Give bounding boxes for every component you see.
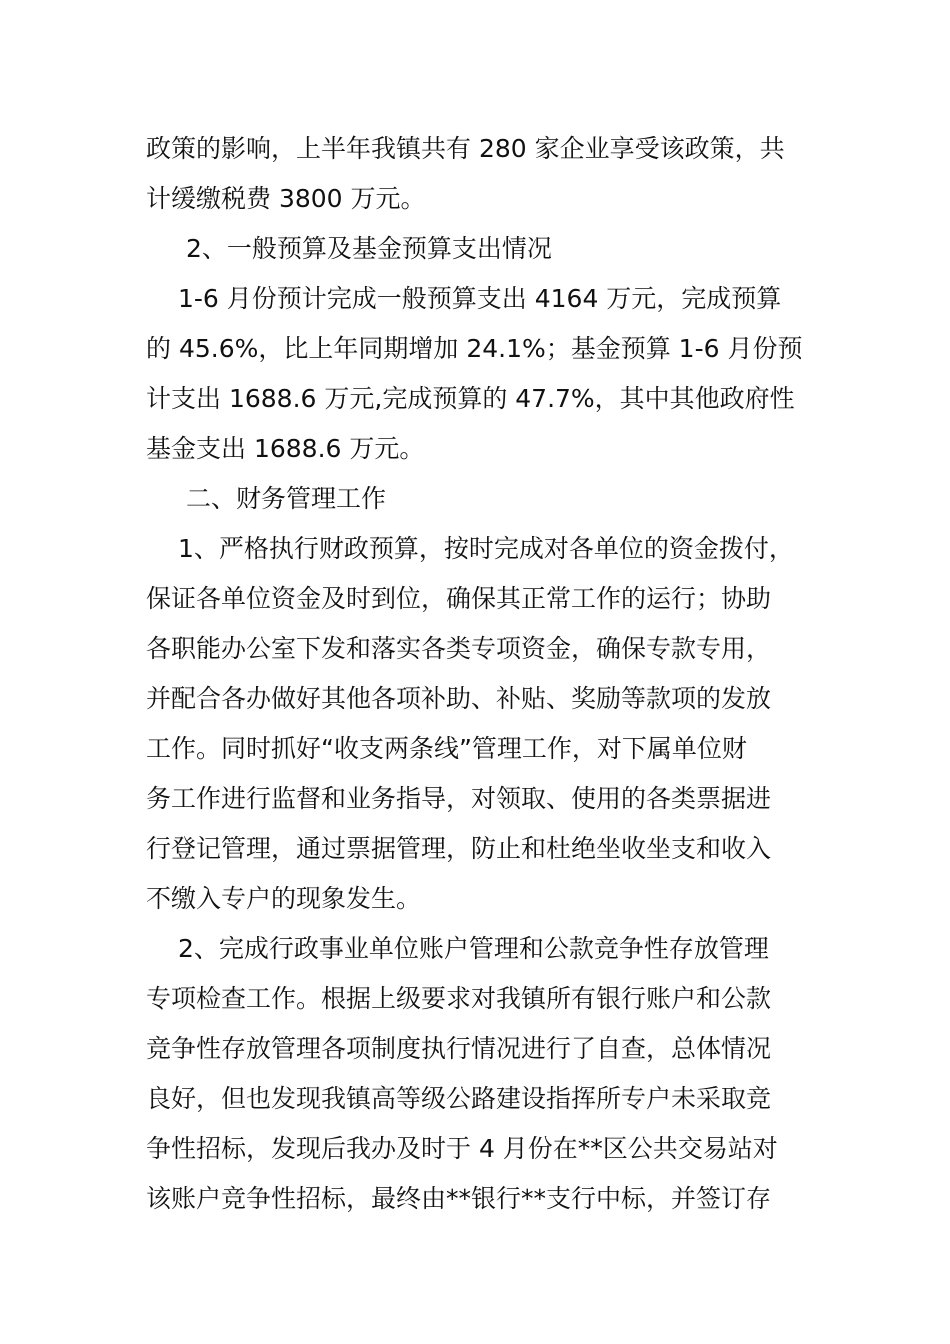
section-heading: 二、财务管理工作 (186, 484, 387, 513)
text-line: 1-6 月份预计完成一般预算支出 4164 万元，完成预算 (178, 284, 782, 313)
text-line: 2、完成行政事业单位账户管理和公款竞争性存放管理 (178, 934, 769, 963)
text-line: 竞争性存放管理各项制度执行情况进行了自查，总体情况 (146, 1034, 772, 1063)
text-line: 的 45.6%，比上年同期增加 24.1%；基金预算 1-6 月份预 (146, 334, 803, 363)
text-line: 良好，但也发现我镇高等级公路建设指挥所专户未采取竞 (146, 1084, 772, 1113)
text-line: 不缴入专户的现象发生。 (146, 884, 422, 913)
section-heading: 2、一般预算及基金预算支出情况 (186, 234, 552, 263)
text-line: 并配合各办做好其他各项补助、补贴、奖励等款项的发放 (146, 684, 772, 713)
text-line: 专项检查工作。根据上级要求对我镇所有银行账户和公款 (146, 984, 772, 1013)
text-line: 基金支出 1688.6 万元。 (146, 434, 425, 463)
text-line: 1、严格执行财政预算，按时完成对各单位的资金拨付， (178, 534, 794, 563)
text-line: 行登记管理，通过票据管理，防止和杜绝坐收坐支和收入 (146, 834, 772, 863)
text-line: 政策的影响，上半年我镇共有 280 家企业享受该政策，共 (146, 134, 785, 163)
text-line: 计缓缴税费 3800 万元。 (146, 184, 426, 213)
text-line: 工作。同时抓好“收支两条线”管理工作，对下属单位财 (146, 734, 747, 763)
text-line: 各职能办公室下发和落实各类专项资金，确保专款专用， (146, 634, 772, 663)
text-line: 该账户竞争性招标，最终由**银行**支行中标，并签订存 (146, 1184, 772, 1213)
text-line: 务工作进行监督和业务指导，对领取、使用的各类票据进 (146, 784, 772, 813)
text-line: 争性招标，发现后我办及时于 4 月份在**区公共交易站对 (146, 1134, 778, 1163)
text-line: 计支出 1688.6 万元,完成预算的 47.7%，其中其他政府性 (146, 384, 795, 413)
text-line: 保证各单位资金及时到位，确保其正常工作的运行；协助 (146, 584, 772, 613)
